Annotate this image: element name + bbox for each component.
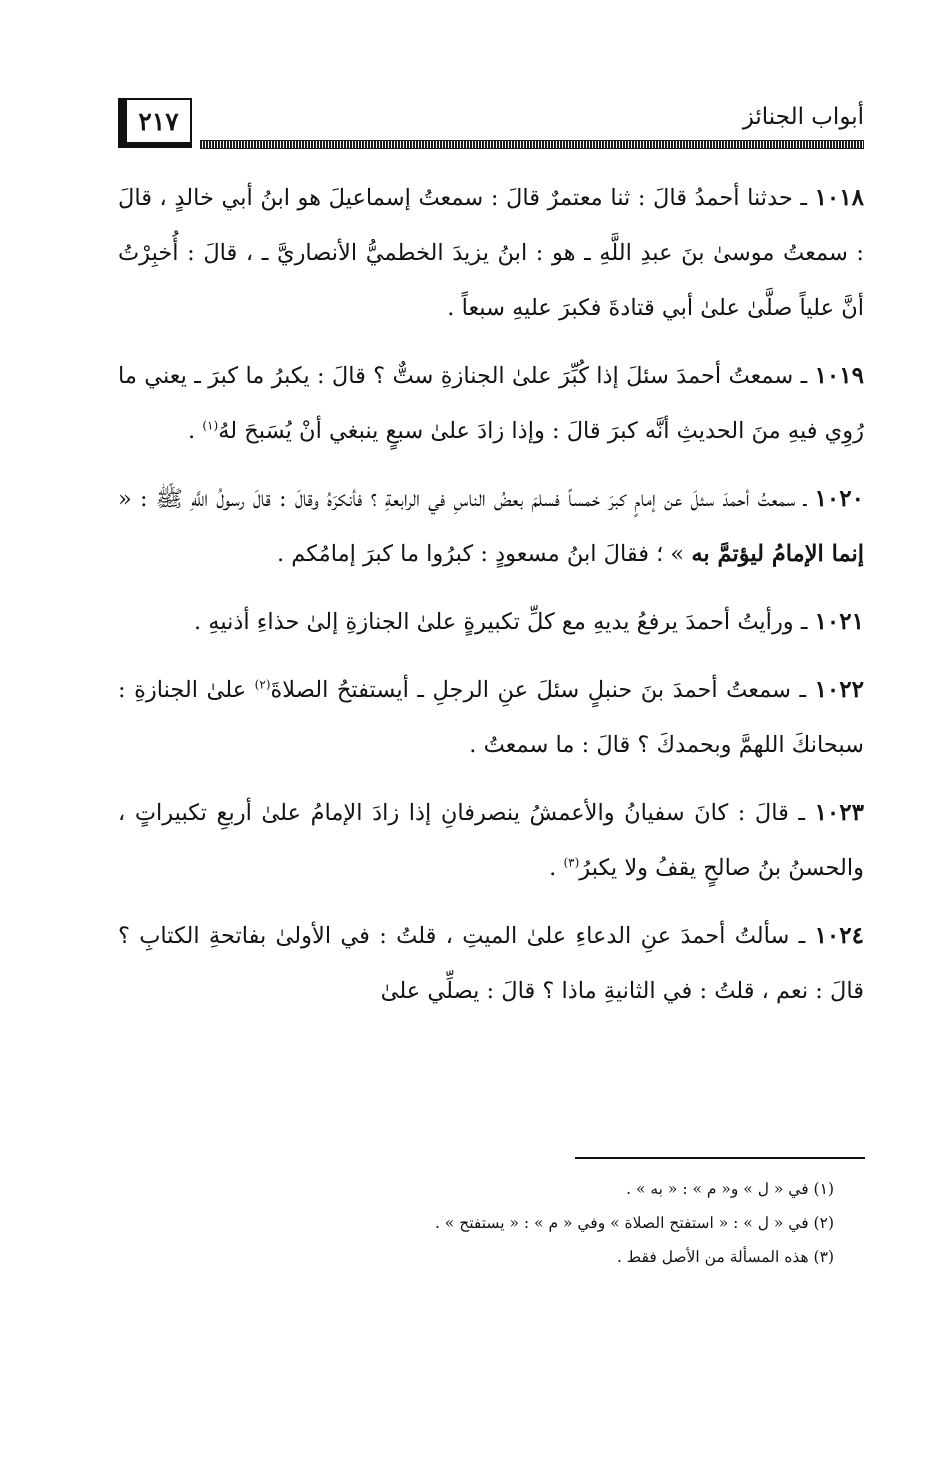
hadith-quote: إنما الإمامُ ليؤتمَّ به <box>691 541 864 567</box>
entry-number: ١٠٢٢ <box>814 676 864 703</box>
entry-text-tail: . <box>188 418 203 444</box>
entry-text: ـ سمعتُ أحمدَ سئلَ عن إمامٍ كبرَ خمساً فسلمَ بعضُ الناسِ في الرابعةِ ؟ فأنكرَهُ وقالَ : قالَ رسولُ اللَّهِ ﷺ : « <box>118 486 815 512</box>
entry-text-tail: . <box>549 855 564 881</box>
footnote-reference: (٢) <box>254 677 271 692</box>
footnote-3: (٣) هذه المسألة من الأصل فقط . <box>616 1248 834 1266</box>
entry-number: ١٠٢٠ <box>814 485 864 512</box>
running-title: أبواب الجنائز <box>742 104 864 130</box>
entry-number: ١٠٢٤ <box>814 922 864 949</box>
paragraph-1021 <box>118 594 864 650</box>
body-text <box>118 170 864 1031</box>
page-header <box>118 92 864 158</box>
paragraph-1022 <box>118 662 864 773</box>
entry-number: ١٠٢١ <box>814 608 864 635</box>
entry-text: ـ سمعتُ أحمدَ سئلَ إذا كُبِّرَ علىٰ الجنازةِ ستٌّ ؟ قالَ : يكبرُ ما كبرَ ـ يعني ما رُوِي فيهِ منَ الحديثِ أنَّه كبرَ قالَ : وإذا زادَ علىٰ سبعٍ ينبغي أنْ يُسَبحَ لهُ <box>118 363 864 444</box>
footnote-reference: (١) <box>202 418 219 433</box>
paragraph-1023 <box>118 785 864 896</box>
paragraph-1024 <box>118 908 864 1019</box>
entry-number: ١٠٢٣ <box>814 799 864 826</box>
footnote-separator <box>575 1157 865 1159</box>
paragraph-1020 <box>118 471 864 582</box>
entry-text: ـ حدثنا أحمدُ قالَ : ثنا معتمرٌ قالَ : سمعتُ إسماعيلَ هو ابنُ أبي خالدٍ ، قالَ : سمعتُ موسىٰ بنَ عبدِ اللَّهِ ـ هو : ابنُ يزيدَ الخطميُّ الأنصاريَّ ـ ، قالَ : أُخبِرْتُ أنَّ علياً صلَّىٰ علىٰ أبي قتادةَ فكبرَ عليهِ سبعاً . <box>118 185 864 321</box>
footnote-reference: (٣) <box>563 855 580 870</box>
entry-text-tail: » ؛ فقالَ ابنُ مسعودٍ : كبرُوا ما كبرَ إمامُكم . <box>276 541 692 567</box>
entry-text: ـ سمعتُ أحمدَ بنَ حنبلٍ سئلَ عنِ الرجلِ ـ أيستفتحُ الصلاةَ <box>270 677 815 703</box>
footnote-2: (٢) في « ل » : « استفتح الصلاة » وفي « م » : « يستفتح » . <box>434 1214 834 1232</box>
entry-text: ـ سألتُ أحمدَ عنِ الدعاءِ علىٰ الميتِ ، قلتُ : في الأولىٰ بفاتحةِ الكتابِ ؟ قالَ : نعم ، قلتُ : في الثانيةِ ماذا ؟ قالَ : يصلِّي علىٰ <box>118 923 864 1004</box>
entry-number: ١٠١٨ <box>814 184 864 211</box>
entry-text-tail: علىٰ الجنازةِ : سبحانكَ اللهمَّ وبحمدكَ ؟ قالَ : ما سمعتُ . <box>118 677 864 758</box>
footnotes <box>118 1172 834 1274</box>
header-rule <box>200 140 864 149</box>
footnote-1: (١) في « ل » و« م » : « به » . <box>626 1180 834 1198</box>
entry-text: ـ قالَ : كانَ سفيانُ والأعمشُ ينصرفانِ إذا زادَ الإمامُ علىٰ أربعِ تكبيراتٍ ، والحسنُ بنُ صالحٍ يقفُ ولا يكبرُ <box>118 800 864 881</box>
entry-text: ـ ورأيتُ أحمدَ يرفعُ يديهِ مع كلِّ تكبيرةٍ علىٰ الجنازةِ إلىٰ حذاءِ أذنيهِ . <box>193 609 815 635</box>
paragraph-1019 <box>118 348 864 459</box>
entry-number: ١٠١٩ <box>814 362 864 389</box>
page-number: ٢١٧ <box>118 98 192 148</box>
paragraph-1018 <box>118 170 864 336</box>
